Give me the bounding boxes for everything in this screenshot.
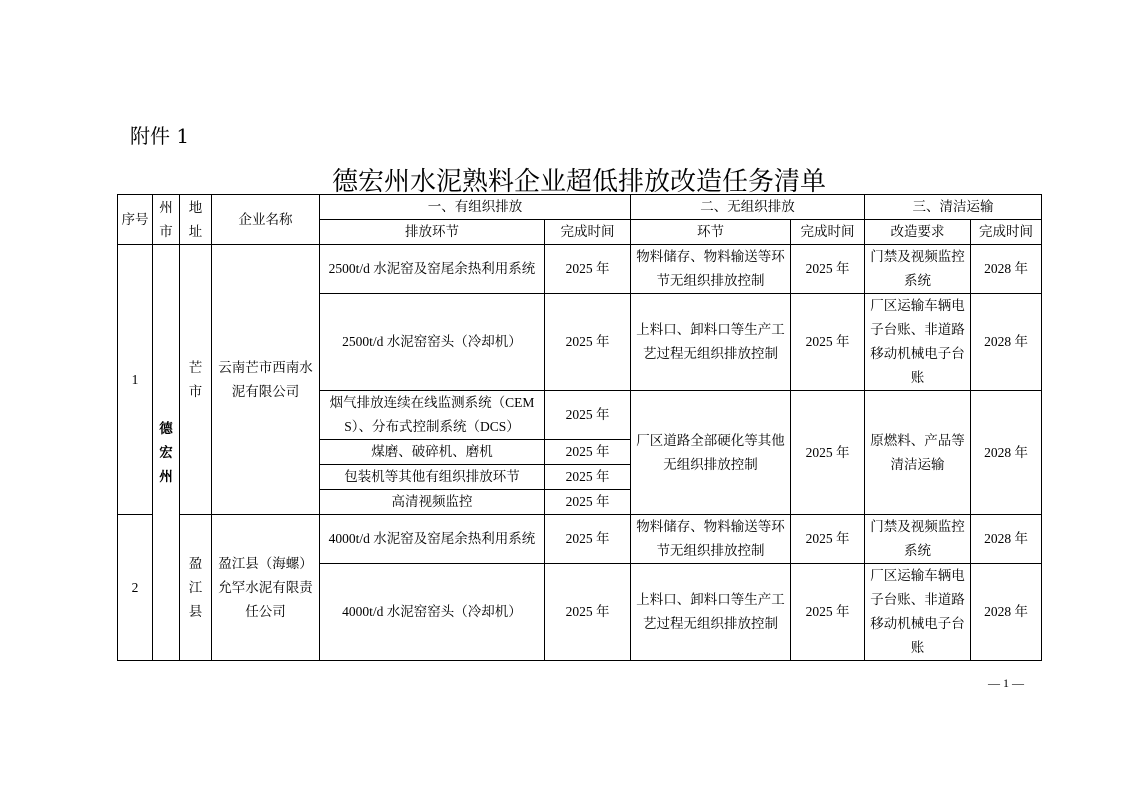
unorganized-time-cell: 2025 年 [791,294,865,391]
emission-link-cell: 高清视频监控 [320,490,545,515]
header-link: 环节 [631,220,791,245]
transport-requirement-cell: 门禁及视频监控系统 [865,515,971,564]
emission-time-cell: 2025 年 [545,294,631,391]
header-unorganized: 二、无组织排放 [631,195,865,220]
page-number: — 1 — [988,676,1024,690]
emission-time-cell: 2025 年 [545,564,631,661]
header-requirement: 改造要求 [865,220,971,245]
seq-cell: 2 [118,515,153,661]
attachment-label: 附件 1 [130,124,190,148]
unorganized-time-cell: 2025 年 [791,245,865,294]
table-row [118,515,1042,564]
unorganized-time-cell: 2025 年 [791,391,865,515]
unorganized-time-cell: 2025 年 [791,564,865,661]
prefecture-cell: 德宏州 [153,245,180,661]
header-emission-link: 排放环节 [320,220,545,245]
header-completion-time: 完成时间 [545,220,631,245]
header-location: 地址 [180,195,212,245]
document-title: 德宏州水泥熟料企业超低排放改造任务清单 [331,167,826,197]
transport-requirement-cell: 厂区运输车辆电子台账、非道路移动机械电子台账 [865,564,971,661]
transport-time-cell: 2028 年 [971,294,1042,391]
unorganized-time-cell: 2025 年 [791,515,865,564]
emission-link-cell: 烟气排放连续在线监测系统（CEMS）、分布式控制系统（DCS） [320,391,545,440]
header-completion-time: 完成时间 [971,220,1042,245]
emission-time-cell: 2025 年 [545,490,631,515]
emission-time-cell: 2025 年 [545,465,631,490]
transport-requirement-cell: 厂区运输车辆电子台账、非道路移动机械电子台账 [865,294,971,391]
table-row [118,245,1042,294]
seq-cell: 1 [118,245,153,515]
emission-link-cell: 煤磨、破碎机、磨机 [320,440,545,465]
header-organized: 一、有组织排放 [320,195,631,220]
header-prefecture: 州市 [153,195,180,245]
emission-link-cell: 包装机等其他有组织排放环节 [320,465,545,490]
emission-link-cell: 2500t/d 水泥窑窑头（冷却机） [320,294,545,391]
transport-time-cell: 2028 年 [971,391,1042,515]
transport-time-cell: 2028 年 [971,564,1042,661]
location-cell: 芒市 [180,245,212,515]
unorganized-link-cell: 上料口、卸料口等生产工艺过程无组织排放控制 [631,564,791,661]
task-list-table [117,194,1042,661]
transport-requirement-cell: 原燃料、产品等清洁运输 [865,391,971,515]
unorganized-link-cell: 上料口、卸料口等生产工艺过程无组织排放控制 [631,294,791,391]
header-seq: 序号 [118,195,153,245]
header-transport: 三、清洁运输 [865,195,1042,220]
emission-link-cell: 4000t/d 水泥窑及窑尾余热利用系统 [320,515,545,564]
company-name-cell: 云南芒市西南水泥有限公司 [212,245,320,515]
transport-time-cell: 2028 年 [971,515,1042,564]
emission-time-cell: 2025 年 [545,245,631,294]
emission-time-cell: 2025 年 [545,391,631,440]
emission-time-cell: 2025 年 [545,515,631,564]
emission-link-cell: 2500t/d 水泥窑及窑尾余热利用系统 [320,245,545,294]
emission-time-cell: 2025 年 [545,440,631,465]
company-name-cell: 盈江县（海螺）允罕水泥有限责任公司 [212,515,320,661]
emission-link-cell: 4000t/d 水泥窑窑头（冷却机） [320,564,545,661]
header-company: 企业名称 [212,195,320,245]
transport-time-cell: 2028 年 [971,245,1042,294]
unorganized-link-cell: 厂区道路全部硬化等其他无组织排放控制 [631,391,791,515]
location-cell: 盈江县 [180,515,212,661]
unorganized-link-cell: 物料储存、物料输送等环节无组织排放控制 [631,245,791,294]
unorganized-link-cell: 物料储存、物料输送等环节无组织排放控制 [631,515,791,564]
transport-requirement-cell: 门禁及视频监控系统 [865,245,971,294]
header-completion-time: 完成时间 [791,220,865,245]
header-row-1 [118,195,1042,220]
